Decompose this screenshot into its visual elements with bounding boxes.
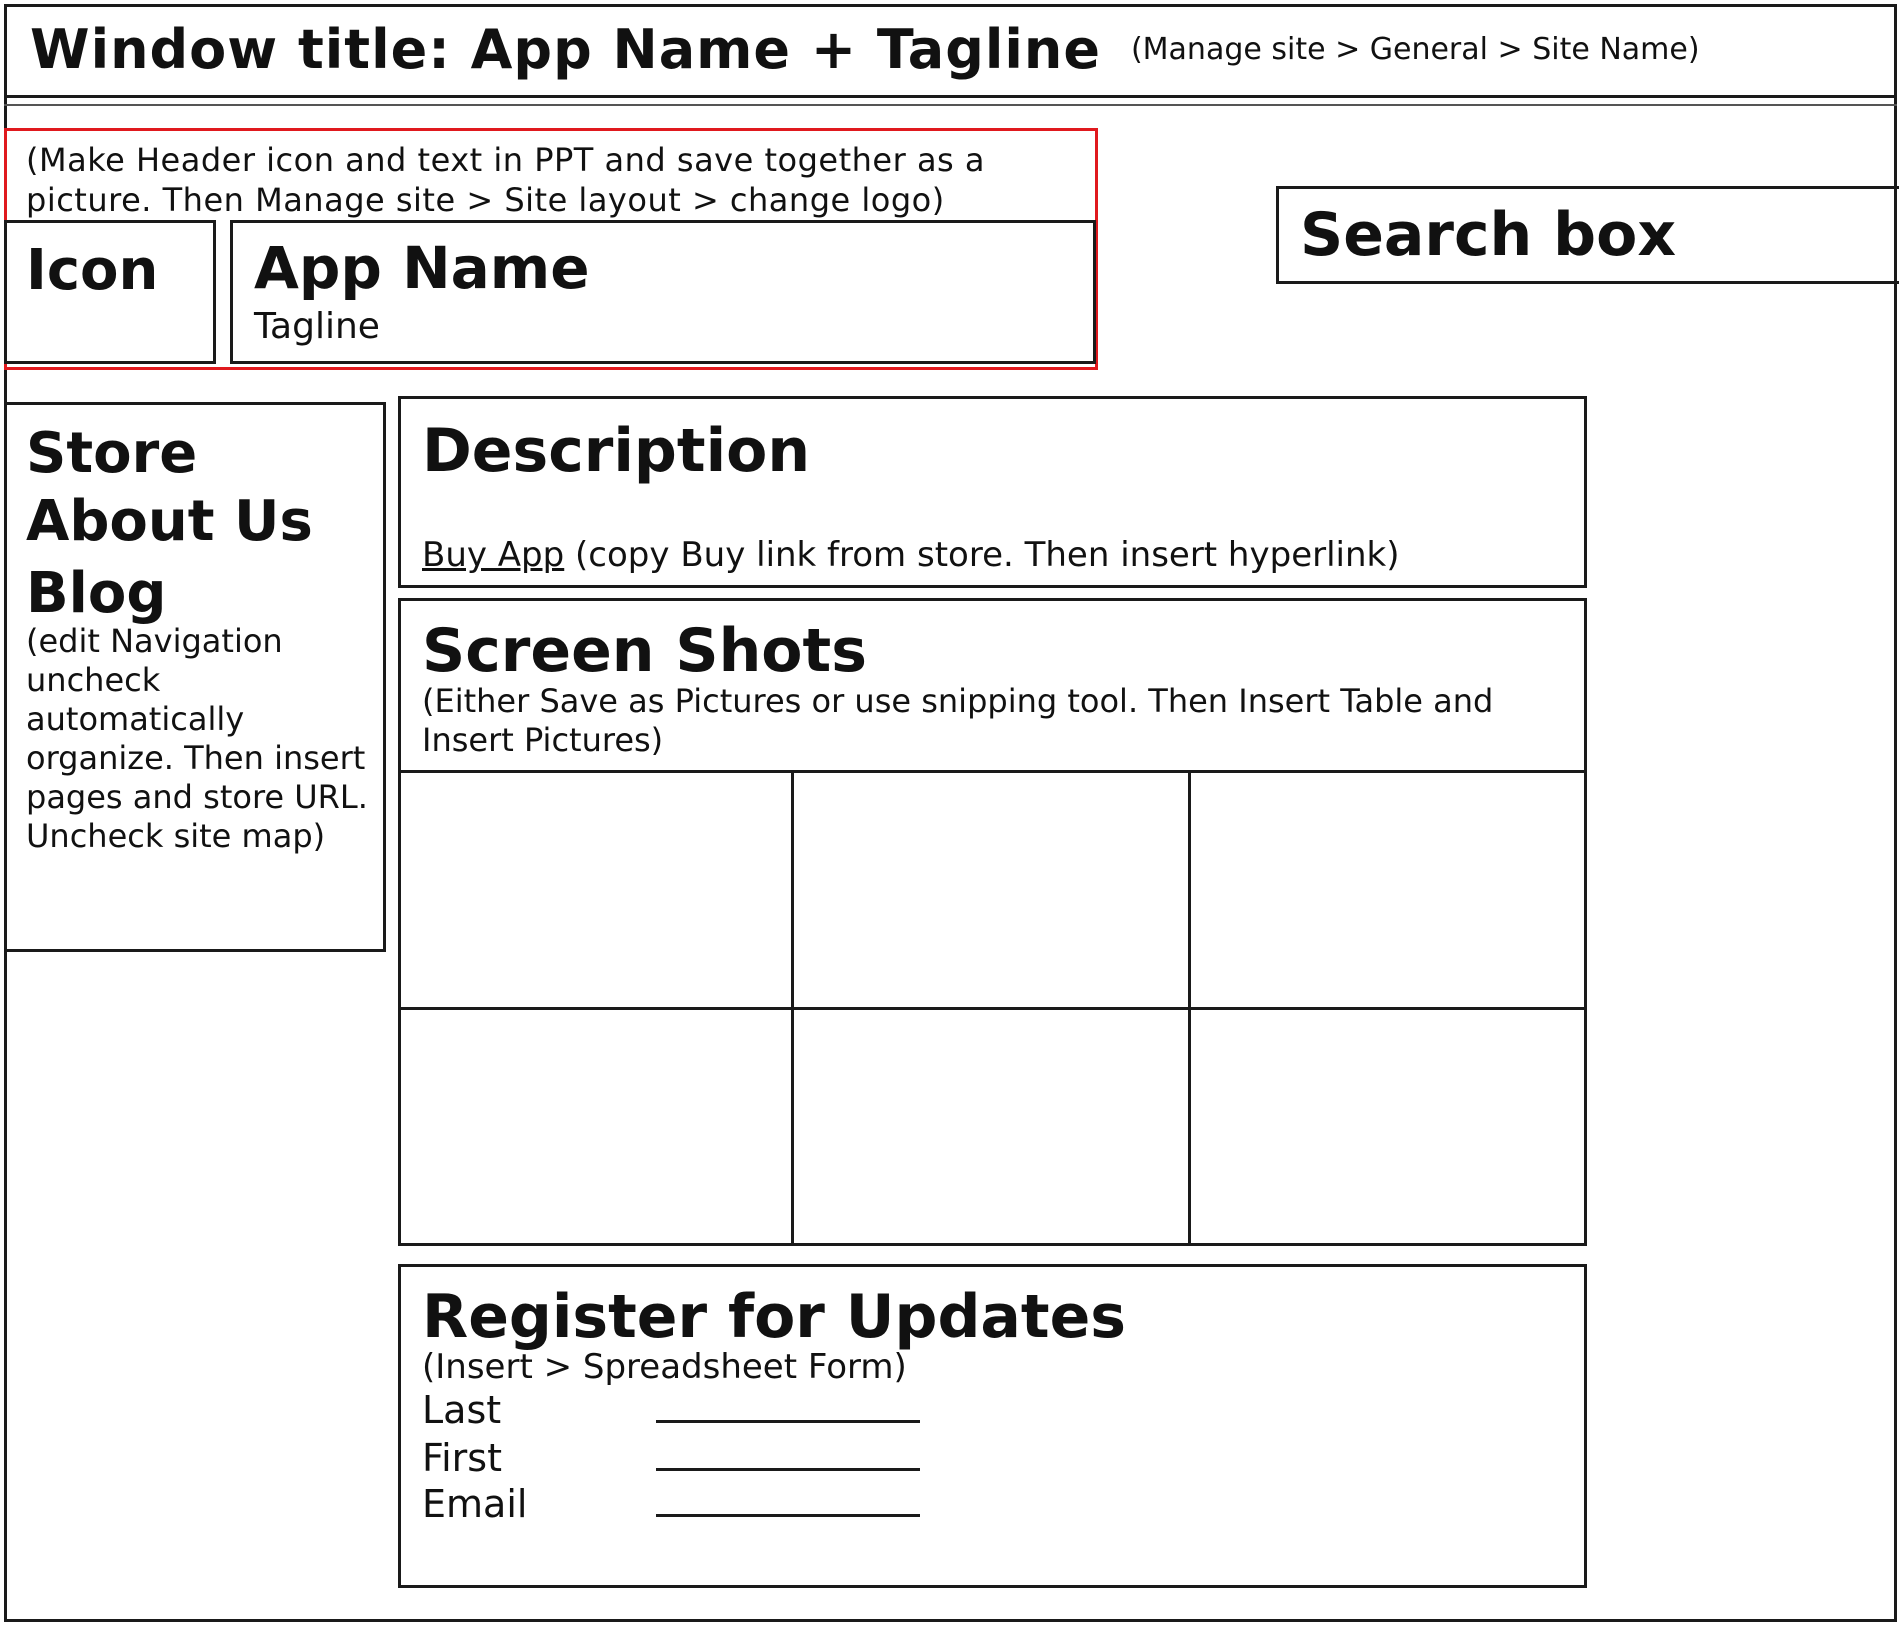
nav-item-store[interactable]: Store (26, 421, 198, 486)
window-title-hint: (Manage site > General > Site Name) (1130, 32, 1700, 67)
first-name-field[interactable] (656, 1468, 920, 1471)
header-icon-label: Icon (26, 238, 159, 303)
titlebar-divider (4, 104, 1897, 106)
screenshots-note: (Either Save as Pictures or use snipping tool. Then Insert Table and Insert Pictures) (422, 682, 1494, 759)
nav-note: (edit Navigation uncheck automatically organize. Then insert pages and store URL. Uncheck site map) (26, 622, 368, 855)
register-heading: Register for Updates (422, 1282, 1126, 1352)
screenshot-cell (398, 1010, 794, 1247)
buy-app-link[interactable]: Buy App (422, 535, 565, 575)
email-field[interactable] (656, 1514, 920, 1517)
form-label-last: Last (422, 1388, 502, 1432)
window-titlebar (4, 4, 1897, 98)
screenshot-cell (794, 773, 1190, 1010)
window-title: Window title: App Name + Tagline (30, 18, 1101, 81)
screenshot-cell (794, 1010, 1190, 1247)
nav-item-about-us[interactable]: About Us (26, 489, 313, 554)
nav-item-blog[interactable]: Blog (26, 561, 167, 626)
screenshot-cell (1191, 1010, 1587, 1247)
form-label-first: First (422, 1436, 502, 1480)
app-name: App Name (254, 234, 590, 302)
register-note: (Insert > Spreadsheet Form) (422, 1347, 907, 1387)
screenshots-table (398, 770, 1587, 1246)
screenshot-cell (1191, 773, 1587, 1010)
search-box-label: Search box (1300, 200, 1677, 270)
screenshot-cell (398, 773, 794, 1010)
form-label-email: Email (422, 1482, 528, 1526)
screenshots-heading: Screen Shots (422, 616, 867, 686)
buy-app-note: (copy Buy link from store. Then insert hyperlink) (575, 535, 1400, 575)
description-buy-row (422, 536, 1399, 575)
header-note: (Make Header icon and text in PPT and save together as a picture. Then Manage site > Site layout > change logo) (26, 141, 985, 219)
last-name-field[interactable] (656, 1420, 920, 1423)
description-heading: Description (422, 416, 811, 486)
app-tagline: Tagline (254, 306, 380, 347)
